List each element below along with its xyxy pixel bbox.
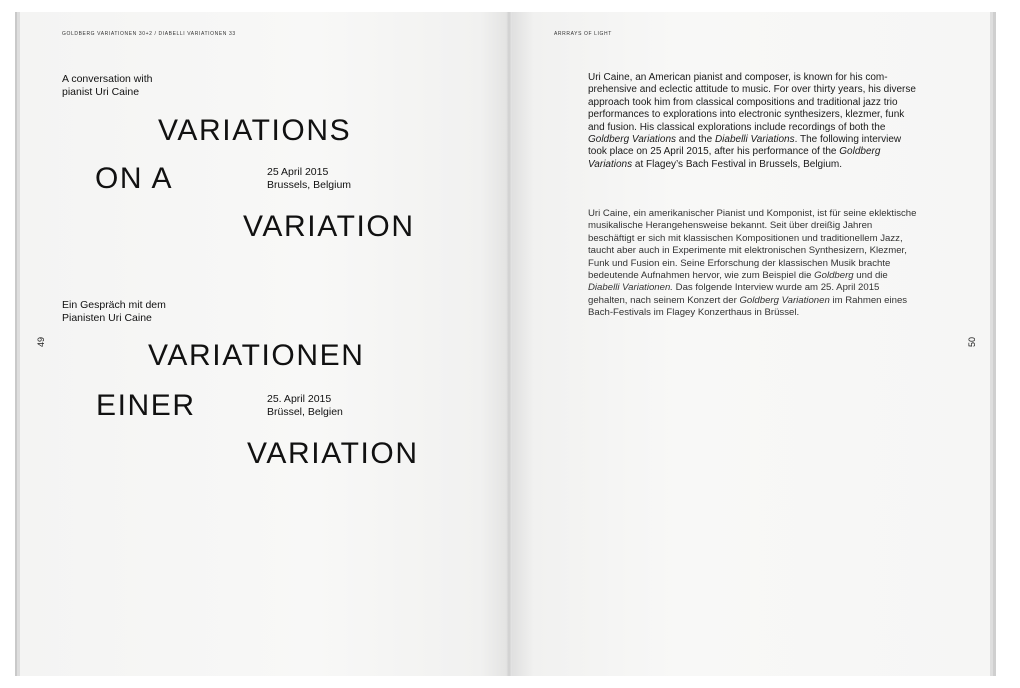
german-dateline bbox=[267, 393, 343, 419]
de-italic-goldberg: Goldberg bbox=[814, 270, 854, 282]
en-italic-goldberg-2: Goldberg Variations bbox=[588, 146, 881, 170]
de-text-4: im Rahmen eines Bach-Festivals im Flagey Konzerthaus in Brüssel. bbox=[588, 294, 908, 319]
right-running-head: ARRRAYS OF LIGHT bbox=[554, 31, 612, 37]
en-text-4: at Flagey’s Bach Festival in Brussels, Belgium. bbox=[632, 158, 843, 170]
english-dateline bbox=[267, 166, 351, 192]
de-text-3: Das folgende Interview wurde am 25. April 2015 gehalten, nach seinem Konzert der bbox=[588, 282, 880, 306]
en-italic-diabelli: Diabelli Variations bbox=[714, 134, 795, 146]
german-intro-line2: Pianisten Uri Caine bbox=[62, 312, 152, 324]
left-running-head: GOLDBERG VARIATIONEN 30+2 / DIABELLI VARIATIONEN 33 bbox=[62, 31, 236, 37]
german-place: Brüssel, Belgien bbox=[267, 406, 343, 418]
en-text-1: Uri Caine, an American pianist and composer, is known for his comprehensive and eclectic attitude to music. For over thirty years, his diverse approach took him from classical compositions and traditional jazz trio performances to explorations into electronic synthesizers, klezmer, funk and fusion. His classical explorations include recordings of both the bbox=[588, 72, 916, 133]
german-intro-line1: Ein Gespräch mit dem bbox=[62, 299, 166, 311]
german-title-line2: EINER bbox=[96, 389, 196, 422]
english-title-line3: VARIATION bbox=[243, 210, 415, 243]
english-intro-line2: pianist Uri Caine bbox=[62, 86, 140, 98]
english-intro bbox=[62, 73, 152, 99]
german-title-line3: VARIATION bbox=[247, 437, 419, 470]
en-text-3: . The following interview took place on 25 April 2015, after his performance of the bbox=[588, 134, 902, 158]
english-intro-line1: A conversation with bbox=[62, 73, 153, 85]
book-gutter bbox=[506, 12, 512, 676]
english-date: 25 April 2015 bbox=[267, 166, 329, 178]
german-intro bbox=[62, 299, 166, 325]
de-text-1: Uri Caine, ein amerikanischer Pianist und Komponist, ist für seine eklektische musikalische Herangehensweise bekannt. Seit über dreißig Jahren beschäftigt er sich mit klassischen Kompositionen und traditionellem Jazz, taucht aber auch in Experimente mit elektronischen Synthesizern, Klezmer, Funk und Fusion ein. Seine Erforschung der klassischen Musik brachte bedeutende Aufnahmen hervor, wie zum Beispiel die bbox=[588, 208, 917, 282]
english-title-line2: ON A bbox=[95, 162, 174, 195]
left-page-number: 49 bbox=[36, 336, 47, 348]
english-title-line1: VARIATIONS bbox=[158, 114, 352, 147]
de-italic-goldberg-2: Goldberg Variationen bbox=[739, 294, 830, 306]
right-page-number: 50 bbox=[967, 336, 978, 348]
english-paragraph bbox=[588, 72, 918, 171]
german-title-line1: VARIATIONEN bbox=[148, 339, 365, 372]
german-paragraph bbox=[588, 208, 918, 320]
de-text-2: und die bbox=[853, 270, 888, 282]
english-place: Brussels, Belgium bbox=[267, 179, 352, 191]
de-italic-diabelli: Diabelli Variationen. bbox=[588, 282, 673, 294]
en-italic-goldberg: Goldberg Variations bbox=[588, 134, 677, 146]
en-text-2: and the bbox=[676, 134, 715, 146]
german-date: 25. April 2015 bbox=[267, 393, 332, 405]
